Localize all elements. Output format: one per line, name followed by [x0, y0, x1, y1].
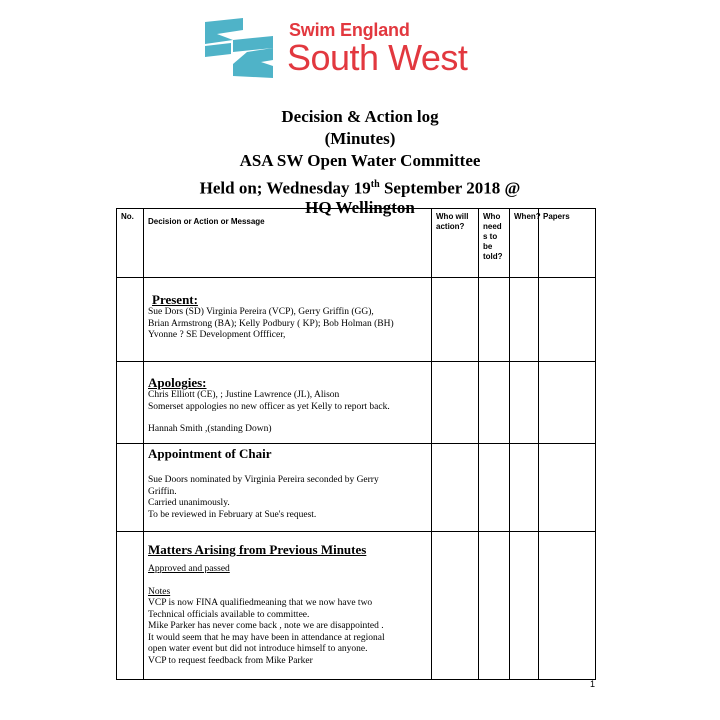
- col-no: No.: [117, 209, 144, 278]
- swim-england-logo: [203, 16, 493, 80]
- apologies-heading: Apologies:: [148, 375, 207, 390]
- chair-line: Sue Doors nominated by Virginia Pereira seconded by Gerry: [148, 475, 379, 485]
- approved-line: Approved and passed: [148, 564, 230, 574]
- col-when: When?: [510, 209, 539, 278]
- notes-line: open water event but did not introduce himself to anyone.: [148, 644, 368, 654]
- chair-line: To be reviewed in February at Sue's request.: [148, 509, 317, 520]
- location-line: HQ Wellington: [305, 197, 415, 217]
- notes-heading: Notes: [148, 586, 171, 597]
- page-number: 1: [590, 679, 596, 689]
- held-on-prefix: Held on; Wednesday 19: [199, 178, 371, 198]
- matters-heading: Matters Arising from Previous Minutes: [148, 542, 367, 557]
- title-line-3: ASA SW Open Water Committee: [239, 151, 481, 170]
- table-header-row: [117, 209, 596, 278]
- col-who-told: Who need s to be told?: [479, 209, 510, 278]
- notes-line: Mike Parker has never come back , note we are disappointed .: [148, 621, 384, 631]
- notes-line: Technical officials available to committee.: [148, 609, 310, 620]
- row-number: [117, 278, 144, 362]
- chair-line: Griffin.: [148, 486, 177, 497]
- matters-cell: [144, 532, 432, 680]
- present-heading: Present:: [152, 292, 198, 307]
- apologies-line: Somerset appologies no new officer as yet Kelly to report back.: [148, 401, 390, 412]
- chair-heading: Appointment of Chair: [148, 446, 272, 461]
- present-line: Brian Armstrong (BA); Kelly Podbury ( KP); Bob Holman (BH): [148, 318, 394, 329]
- apologies-line: Hannah Smith ,(standing Down): [148, 424, 272, 434]
- wave-icon: [203, 16, 275, 80]
- brand-main-text: South West: [287, 37, 468, 78]
- document-title: [0, 106, 720, 172]
- col-who-action: Who will action?: [432, 209, 479, 278]
- brand-top-text: Swim England: [289, 20, 410, 40]
- table-row-chair: [117, 444, 596, 532]
- chair-cell: [144, 444, 432, 532]
- apologies-cell: [144, 362, 432, 444]
- title-line-2: (Minutes): [324, 129, 396, 148]
- present-line: Yvonne ? SE Development Offficer,: [148, 330, 286, 340]
- decision-log-table: [116, 208, 596, 680]
- col-decision: Decision or Action or Message: [144, 209, 432, 278]
- row-number: [117, 532, 144, 680]
- notes-line: VCP is now FINA qualifiedmeaning that we now have two: [148, 598, 373, 608]
- held-on-suffix: September 2018 @: [379, 178, 521, 198]
- chair-line: Carried unanimously.: [148, 498, 230, 508]
- present-cell: [144, 278, 432, 362]
- row-number: [117, 362, 144, 444]
- notes-line: VCP to request feedback from Mike Parker: [148, 655, 313, 666]
- row-number: [117, 444, 144, 532]
- held-on-sup: th: [370, 179, 380, 190]
- col-papers: Papers: [539, 209, 596, 278]
- table-row-present: [117, 278, 596, 362]
- held-on-line: [0, 175, 720, 198]
- apologies-line: Chris Elliott (CE), ; Justine Lawrence (JL), Alison: [148, 390, 340, 400]
- table-row-matters: [117, 532, 596, 680]
- table-row-apologies: [117, 362, 596, 444]
- title-line-1: Decision & Action log: [281, 107, 439, 126]
- present-line: Sue Dors (SD) Virginia Pereira (VCP), Gerry Griffin (GG),: [148, 307, 374, 317]
- notes-line: It would seem that he may have been in attendance at regional: [148, 632, 385, 643]
